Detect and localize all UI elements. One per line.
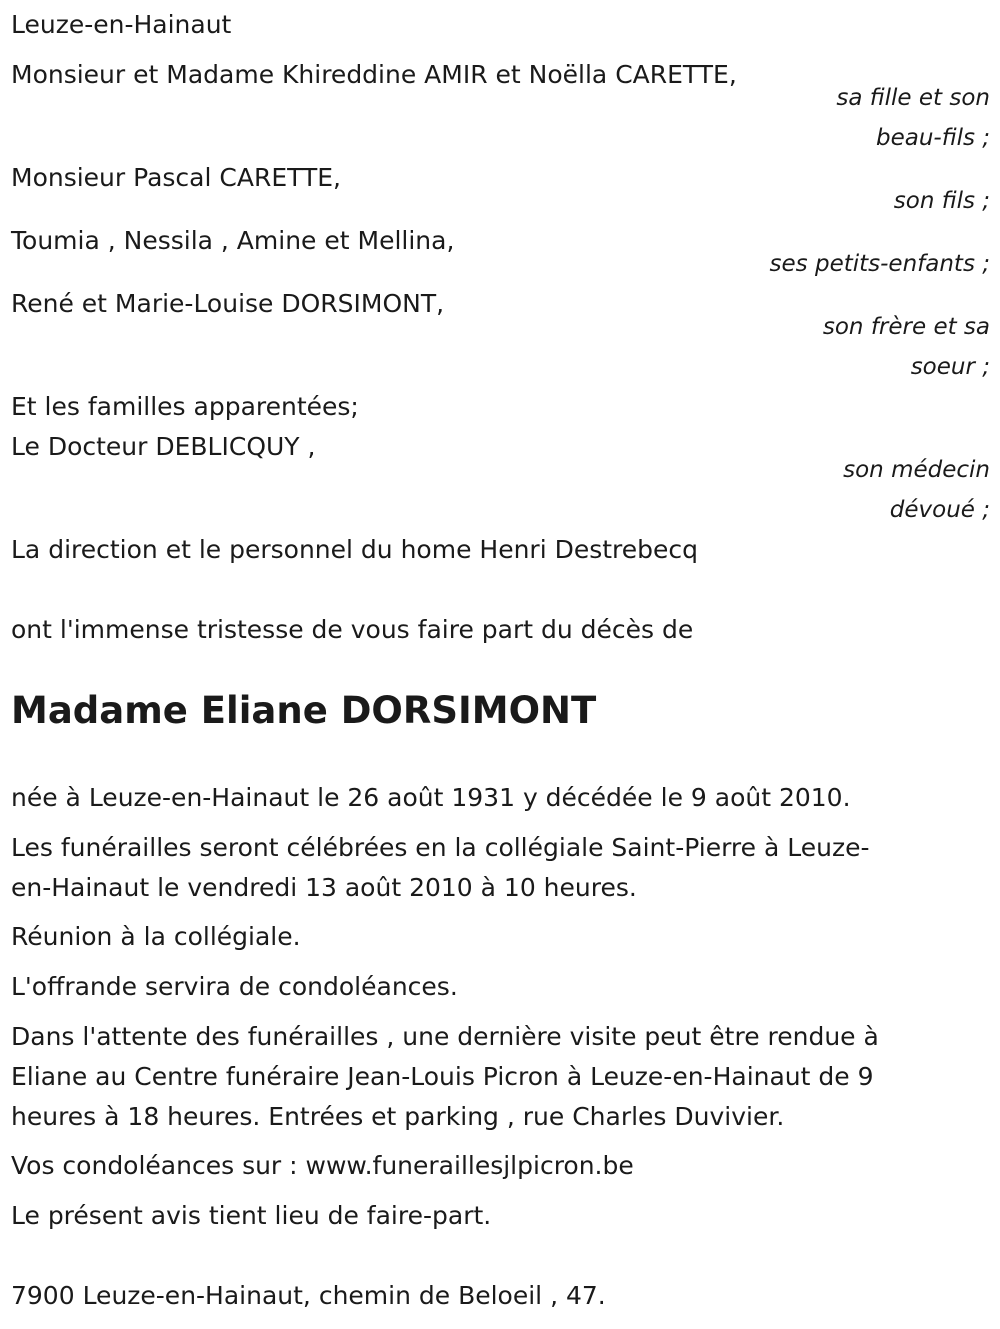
family-relation: son frère et sa	[822, 314, 990, 340]
visit-line: Dans l'attente des funérailles , une dernière visite peut être rendue à	[11, 1022, 879, 1051]
family-relation: soeur ;	[910, 354, 990, 380]
address-line: 7900 Leuze-en-Hainaut, chemin de Beloeil , 47.	[11, 1281, 606, 1310]
visit-line: heures à 18 heures. Entrées et parking , rue Charles Duvivier.	[11, 1102, 785, 1131]
doctor-name: Le Docteur DEBLICQUY ,	[11, 432, 316, 461]
family-relation: beau-fils ;	[875, 125, 990, 151]
meeting-line: Réunion à la collégiale.	[11, 922, 301, 951]
offering-line: L'offrande servira de condoléances.	[11, 972, 458, 1001]
family-member-name: Toumia , Nessila , Amine et Mellina,	[11, 226, 455, 255]
family-member-name: Monsieur Pascal CARETTE,	[11, 163, 341, 192]
funeral-line: Les funérailles seront célébrées en la collégiale Saint-Pierre à Leuze-	[11, 833, 870, 862]
doctor-relation: dévoué ;	[889, 497, 990, 523]
town-heading: Leuze-en-Hainaut	[11, 10, 232, 39]
family-relation: son fils ;	[893, 188, 990, 214]
family-member-name: René et Marie-Louise DORSIMONT,	[11, 289, 445, 318]
announcement-line: ont l'immense tristesse de vous faire part du décès de	[11, 615, 694, 644]
visit-line: Eliane au Centre funéraire Jean-Louis Picron à Leuze-en-Hainaut de 9	[11, 1062, 874, 1091]
family-member-name: Monsieur et Madame Khireddine AMIR et Noëlla CARETTE,	[11, 60, 737, 89]
deceased-name: Madame Eliane DORSIMONT	[11, 689, 597, 732]
notice-line: Le présent avis tient lieu de faire-part.	[11, 1201, 492, 1230]
family-relation: ses petits-enfants ;	[769, 251, 990, 277]
birth-death-line: née à Leuze-en-Hainaut le 26 août 1931 y décédée le 9 août 2010.	[11, 783, 851, 812]
families-line: Et les familles apparentées;	[11, 392, 359, 421]
condolences-line: Vos condoléances sur : www.funeraillesjlpicron.be	[11, 1151, 634, 1180]
funeral-line: en-Hainaut le vendredi 13 août 2010 à 10 heures.	[11, 873, 637, 902]
doctor-relation: son médecin	[843, 457, 990, 483]
family-relation: sa fille et son	[836, 85, 990, 111]
home-staff-line: La direction et le personnel du home Henri Destrebecq	[11, 535, 699, 564]
